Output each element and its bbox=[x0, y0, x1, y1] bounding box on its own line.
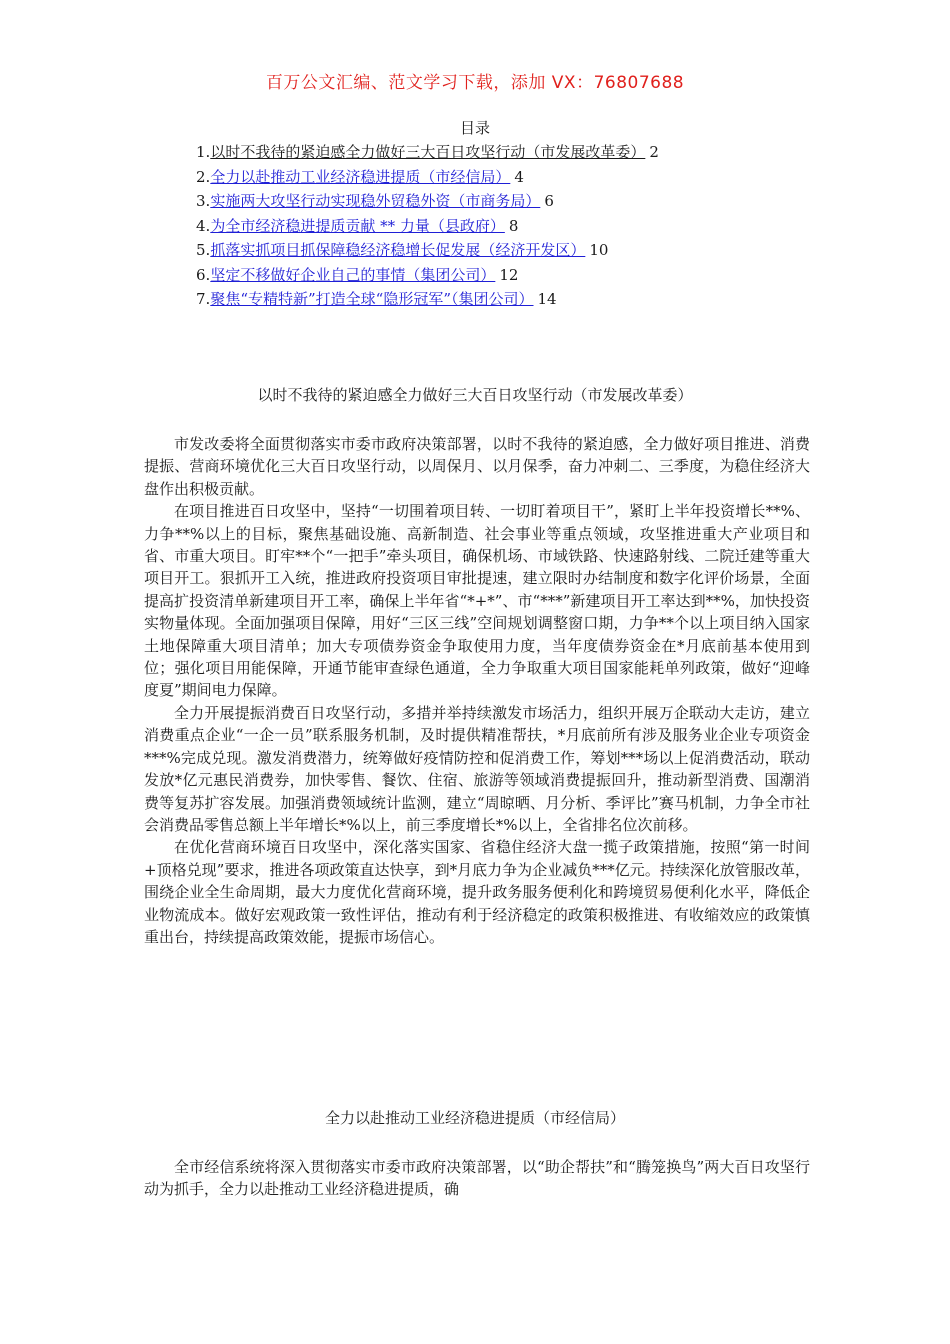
section-body bbox=[144, 433, 810, 948]
toc-page-number: 10 bbox=[589, 241, 609, 259]
section-title: 以时不我待的紧迫感全力做好三大百日攻坚行动（市发展改革委） bbox=[257, 386, 693, 404]
body-paragraph: 全力开展提振消费百日攻坚行动，多措并举持续激发市场活力，组织开展万企联动大走访，建立消费重点企业“一企一员”联系服务机制，及时提供精准帮扶，*月底前所有涉及服务业企业专项资金***%完成兑现。激发消费潜力，统筹做好疫情防控和促消费工作，筹划***场以上促消费活动，联动发放*亿元惠民消费券，加快零售、餐饮、住宿、旅游等领域消费提振回升，推动新型消费、国潮消费等复苏扩容发展。加强消费领域统计监测，建立“周晾晒、月分析、季评比”赛马机制，力争全市社会消费品零售总额上半年增长*%以上，前三季度增长*%以上，全省排名位次前移。 bbox=[144, 703, 810, 834]
section-body bbox=[144, 1156, 810, 1201]
toc-item[interactable] bbox=[196, 189, 816, 214]
body-paragraph: 在优化营商环境百日攻坚中，深化落实国家、省稳住经济大盘一揽子政策措施，按照“第一时间+顶格兑现”要求，推进各项政策直达快享，到*月底力争为企业减负***亿元。持续深化放管服改革，围绕企业全生命周期，最大力度优化营商环境，提升政务服务便利化和跨境贸易便利化水平，降低企业物流成本。做好宏观政策一致性评估，推动有利于经济稳定的政策积极推进、有收缩效应的政策慎重出台，持续提高政策效能，提振市场信心。 bbox=[144, 838, 810, 946]
table-of-contents bbox=[196, 140, 816, 312]
toc-link[interactable]: 实施两大攻坚行动实现稳外贸稳外资（市商务局） bbox=[210, 192, 541, 210]
section-title: 全力以赴推动工业经济稳进提质（市经信局） bbox=[324, 1109, 625, 1127]
toc-item-number: 3. bbox=[196, 192, 211, 210]
header-banner: 百万公文汇编、范文学习下载，添加 VX：76807688 bbox=[265, 73, 685, 93]
toc-page-number: 2 bbox=[649, 143, 659, 161]
toc-page-number: 14 bbox=[537, 290, 557, 308]
toc-link[interactable]: 为全市经济稳进提质贡献 ** 力量（县政府） bbox=[210, 216, 505, 235]
toc-item[interactable] bbox=[196, 263, 816, 288]
toc-link[interactable]: 以时不我待的紧迫感全力做好三大百日攻坚行动（市发展改革委） bbox=[210, 143, 646, 161]
toc-page-number: 12 bbox=[499, 265, 519, 284]
toc-link[interactable]: 坚定不移做好企业自己的事情（集团公司） bbox=[210, 265, 496, 284]
toc-link[interactable]: 抓落实抓项目抓保障稳经济稳增长促发展（经济开发区） bbox=[210, 241, 586, 259]
toc-item-number: 4. bbox=[196, 216, 211, 235]
toc-item-number: 1. bbox=[196, 143, 211, 161]
body-paragraph: 全市经信系统将深入贯彻落实市委市政府决策部署，以“助企帮扶”和“腾笼换鸟”两大百日攻坚行动为抓手，全力以赴推动工业经济稳进提质，确 bbox=[144, 1158, 810, 1199]
toc-item[interactable] bbox=[196, 214, 816, 239]
toc-link[interactable]: 聚焦“专精特新”打造全球“隐形冠军”（集团公司） bbox=[210, 290, 534, 308]
toc-page-number: 8 bbox=[508, 216, 519, 235]
toc-page-number: 4 bbox=[514, 167, 524, 186]
toc-item[interactable] bbox=[196, 287, 816, 312]
toc-page-number: 6 bbox=[544, 192, 554, 210]
toc-item-number: 6. bbox=[196, 265, 211, 284]
toc-item[interactable] bbox=[196, 140, 816, 165]
toc-item-number: 7. bbox=[196, 290, 211, 308]
toc-item[interactable] bbox=[196, 238, 816, 263]
body-paragraph: 市发改委将全面贯彻落实市委市政府决策部署，以时不我待的紧迫感，全力做好项目推进、消费提振、营商环境优化三大百日攻坚行动，以周保月、以月保季，奋力冲刺二、三季度，为稳住经济大盘作出积极贡献。 bbox=[144, 435, 810, 498]
toc-title: 目录 bbox=[459, 119, 490, 137]
toc-item-number: 2. bbox=[196, 167, 211, 186]
toc-item[interactable] bbox=[196, 165, 816, 190]
toc-item-number: 5. bbox=[196, 241, 211, 259]
toc-link[interactable]: 全力以赴推动工业经济稳进提质（市经信局） bbox=[210, 167, 511, 186]
body-paragraph: 在项目推进百日攻坚中，坚持“一切围着项目转、一切盯着项目干”，紧盯上半年投资增长**%、力争**%以上的目标，聚焦基础设施、高新制造、社会事业等重点领域，攻坚推进重大产业项目和省、市重大项目。盯牢**个“一把手”牵头项目，确保机场、市域铁路、快速路射线、二院迁建等重大项目开工。狠抓开工入统，推进政府投资项目审批提速，建立限时办结制度和数字化评价场景，全面提高扩投资清单新建项目开工率，确保上半年省“*+*”、市“***”新建项目开工率达到**%，加快投资实物量体现。全面加强项目保障，用好“三区三线”空间规划调整窗口期，力争**个以上项目纳入国家土地保障重大项目清单；加大专项债券资金争取使用力度，当年度债券资金在*月底前基本使用到位；强化项目用能保障，开通节能审查绿色通道，全力争取重大项目国家能耗单列政策，做好“迎峰度夏”期间电力保障。 bbox=[144, 502, 810, 700]
